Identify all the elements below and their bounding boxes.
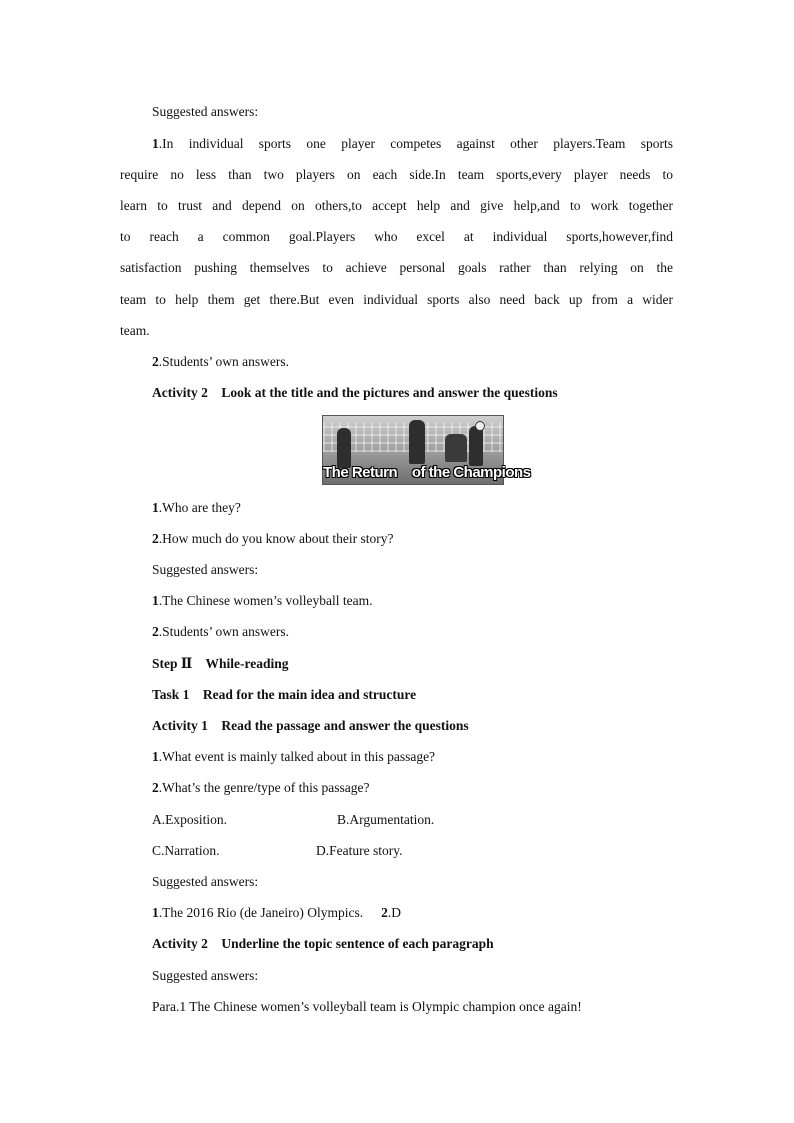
choice-a: A.Exposition. [152,812,228,827]
activity-1-heading: Activity 1 Read the passage and answer the questions [152,718,469,733]
reading-question-2 [152,780,369,796]
answer-number: 1 [152,136,159,151]
player-figure [445,434,467,462]
answer-text: .In individual sports one player competes against other players.Team sports [158,136,673,151]
player-figure [409,420,425,464]
choice-c: C.Narration. [152,843,220,858]
question-text: .How much do you know about their story? [158,531,394,546]
suggested-answers-label: Suggested answers: [152,968,259,983]
answer-number: 2 [152,624,159,639]
reading-question-1 [152,749,435,765]
answer-number: 1 [152,593,159,608]
question-2 [152,531,393,547]
answer-paragraph-line: satisfaction pushing themselves to achieve personal goals rather than relying on the [120,260,673,275]
player-figure [469,426,483,466]
answer-paragraph-line: team. [120,323,150,338]
activity-2-underline-heading: Activity 2 Underline the topic sentence of each paragraph [152,936,494,951]
volleyball-icon [475,421,485,431]
banner-title: The Return of the Champions [323,464,531,481]
choice-b: B.Argumentation. [337,812,435,827]
answer-number: 1 [152,905,159,920]
answer-text: .Students’ own answers. [158,624,289,639]
question-number: 2 [152,780,159,795]
suggested-answers-label: Suggested answers: [152,562,259,577]
task-1-heading: Task 1 Read for the main idea and structure [152,687,417,702]
activity-2-heading: Activity 2 Look at the title and the pictures and answer the questions [152,385,558,400]
player-figure [337,428,351,468]
answer-number: 2 [152,354,159,369]
question-text: .Who are they? [158,500,241,515]
answer-2 [152,624,289,640]
question-number: 1 [152,500,159,515]
answer-paragraph-line [152,136,673,152]
answer-paragraph-line: require no less than two players on each side.In team sports,every player needs to [120,167,673,182]
question-number: 2 [152,531,159,546]
question-text: .What event is mainly talked about in this passage? [158,749,436,764]
step-2-heading: Step Ⅱ While-reading [152,656,289,671]
answer-text: .Students’ own answers. [158,354,289,369]
champions-banner-image [322,415,531,485]
suggested-answers-label: Suggested answers: [152,104,259,119]
answers-row [152,905,401,921]
answer-text: .The Chinese women’s volleyball team. [158,593,373,608]
answer-paragraph-line: team to help them get there.But even individual sports also need back up from a wider [120,292,673,307]
answer-paragraph-line: to reach a common goal.Players who excel at individual sports,however,find [120,229,673,244]
answer-text: .D [387,905,401,920]
question-number: 1 [152,749,159,764]
paragraph-1-topic-sentence: Para.1 The Chinese women’s volleyball team is Olympic champion once again! [152,999,582,1014]
suggested-answers-label: Suggested answers: [152,874,259,889]
question-1 [152,500,241,516]
choice-d: D.Feature story. [316,843,403,858]
answer-number: 2 [381,905,388,920]
answer-paragraph-line: learn to trust and depend on others,to accept help and give help,and to work together [120,198,673,213]
answer-2 [152,354,289,370]
answer-1 [152,593,372,609]
question-text: .What’s the genre/type of this passage? [158,780,370,795]
answer-text: .The 2016 Rio (de Janeiro) Olympics. [158,905,364,920]
